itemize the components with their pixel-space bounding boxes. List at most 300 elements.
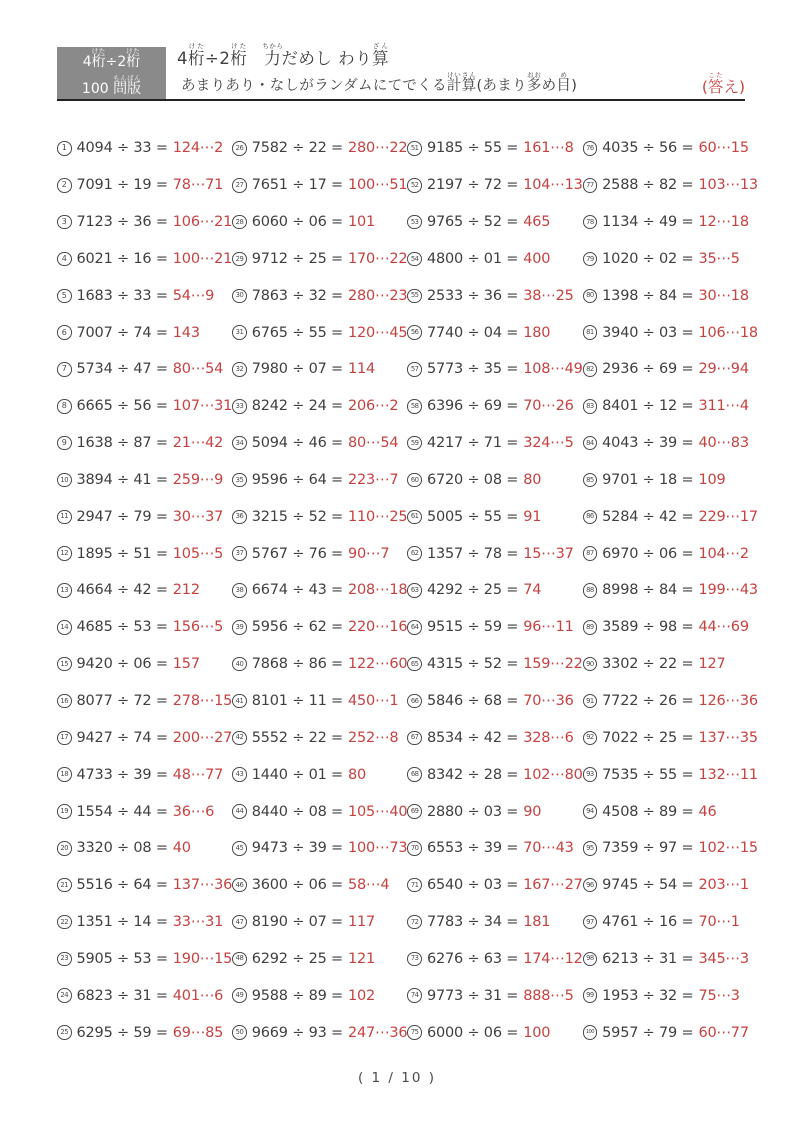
- problem-item: [232, 904, 407, 941]
- problem-expression: 8998 ÷ 84 =: [602, 582, 694, 599]
- problem-item: [407, 204, 582, 241]
- problem-answer: 167⋯27: [523, 877, 583, 894]
- problem-expression: 4733 ÷ 39 =: [76, 766, 168, 783]
- problem-answer: 80: [348, 766, 367, 783]
- problem-answer: 206⋯2: [348, 398, 399, 415]
- problem-number: 50: [232, 1025, 247, 1040]
- problem-expression: 6970 ÷ 06 =: [602, 545, 694, 562]
- problem-answer: 127: [698, 656, 726, 673]
- problem-expression: 9669 ÷ 93 =: [251, 1024, 343, 1041]
- problem-item: [407, 793, 582, 830]
- problem-answer: 100⋯73: [348, 840, 408, 857]
- problem-item: [583, 793, 758, 830]
- problem-expression: 7651 ÷ 17 =: [251, 177, 343, 194]
- problem-expression: 8342 ÷ 28 =: [426, 766, 519, 783]
- problem-item: [57, 425, 232, 462]
- problem-number: 63: [407, 583, 422, 598]
- problem-answer: 114: [348, 361, 376, 378]
- problem-item: [57, 793, 232, 830]
- problem-expression: 1398 ÷ 84 =: [602, 287, 694, 304]
- problem-expression: 6292 ÷ 25 =: [251, 950, 343, 967]
- problem-item: [407, 1014, 582, 1051]
- problem-number: 72: [407, 915, 422, 930]
- problem-number: 32: [232, 362, 247, 377]
- problem-number: 75: [407, 1025, 422, 1040]
- problem-expression: 6665 ÷ 56 =: [76, 398, 168, 415]
- problem-item: [232, 425, 407, 462]
- problem-answer: 159⋯22: [523, 656, 583, 673]
- problem-expression: 7740 ÷ 04 =: [426, 324, 519, 341]
- problem-expression: 8242 ÷ 24 =: [251, 398, 343, 415]
- problem-answer: 12⋯18: [698, 214, 749, 231]
- problem-number: 65: [407, 657, 422, 672]
- problem-expression: 8190 ÷ 07 =: [251, 914, 343, 931]
- problem-expression: 2588 ÷ 82 =: [602, 177, 694, 194]
- problem-expression: 4035 ÷ 56 =: [602, 140, 694, 157]
- problem-item: [583, 498, 758, 535]
- problem-number: 97: [583, 915, 598, 930]
- problem-item: [407, 425, 582, 462]
- problem-number: 57: [407, 362, 422, 377]
- problem-answer: 44⋯69: [698, 619, 749, 636]
- problem-expression: 6674 ÷ 43 =: [251, 582, 343, 599]
- problem-expression: 5846 ÷ 68 =: [426, 693, 519, 710]
- problem-expression: 2880 ÷ 03 =: [426, 803, 519, 820]
- problem-item: [583, 683, 758, 720]
- problem-item: [583, 646, 758, 683]
- problem-item: [583, 167, 758, 204]
- problem-item: [583, 351, 758, 388]
- problem-expression: 4292 ÷ 25 =: [426, 582, 519, 599]
- problem-answer: 30⋯18: [698, 287, 749, 304]
- problem-item: [407, 277, 582, 314]
- problem-item: [57, 940, 232, 977]
- problem-expression: 1638 ÷ 87 =: [76, 435, 168, 452]
- problem-answer: 102⋯15: [698, 840, 758, 857]
- problem-item: [57, 204, 232, 241]
- problem-expression: 5005 ÷ 55 =: [426, 508, 519, 525]
- problem-item: [407, 867, 582, 904]
- worksheet-subtitle: あまりあり・なしがランダムにてでくる計算けいさん(あまり多おおめ目め): [181, 71, 578, 94]
- problem-answer: 15⋯37: [523, 545, 574, 562]
- problem-number: 64: [407, 620, 422, 635]
- problem-item: [57, 609, 232, 646]
- problem-item: [407, 683, 582, 720]
- problem-answer: 252⋯8: [348, 729, 399, 746]
- problem-answer: 220⋯16: [348, 619, 408, 636]
- problem-item: [583, 572, 758, 609]
- problem-number: 37: [232, 546, 247, 561]
- problem-answer: 108⋯49: [523, 361, 583, 378]
- problem-expression: 7980 ÷ 07 =: [251, 361, 343, 378]
- problem-expression: 7535 ÷ 55 =: [602, 766, 694, 783]
- problem-expression: 4043 ÷ 39 =: [602, 435, 694, 452]
- problem-answer: 190⋯15: [172, 950, 233, 967]
- problem-item: [232, 388, 407, 425]
- problem-item: [407, 130, 582, 167]
- problem-expression: 6276 ÷ 63 =: [426, 950, 519, 967]
- problem-number: 66: [407, 694, 422, 709]
- problem-number: 19: [57, 804, 72, 819]
- problem-number: 61: [407, 510, 422, 525]
- problem-expression: 8077 ÷ 72 =: [76, 693, 168, 710]
- problem-item: [232, 535, 407, 572]
- problem-answer: 137⋯35: [698, 729, 758, 746]
- problem-number: 83: [583, 399, 598, 414]
- problem-number: 56: [407, 325, 422, 340]
- problem-expression: 3215 ÷ 52 =: [251, 508, 343, 525]
- problem-answer: 121: [348, 950, 376, 967]
- problem-expression: 6021 ÷ 16 =: [76, 250, 168, 267]
- problem-expression: 1440 ÷ 01 =: [251, 766, 343, 783]
- problem-item: [407, 167, 582, 204]
- problem-number: 16: [57, 694, 72, 709]
- problem-item: [57, 498, 232, 535]
- problem-answer: 70⋯36: [523, 693, 574, 710]
- problem-answer: 106⋯18: [698, 324, 758, 341]
- problem-expression: 5734 ÷ 47 =: [76, 361, 168, 378]
- title-box: [57, 47, 166, 100]
- problem-expression: 6213 ÷ 31 =: [602, 950, 694, 967]
- problem-item: [407, 646, 582, 683]
- problem-number: 55: [407, 289, 422, 304]
- problem-expression: 4094 ÷ 33 =: [76, 140, 168, 157]
- problem-item: [407, 977, 582, 1014]
- problem-expression: 8101 ÷ 11 =: [251, 693, 343, 710]
- problem-number: 9: [57, 436, 72, 451]
- problem-item: [407, 830, 582, 867]
- problem-answer: 100⋯51: [348, 177, 408, 194]
- problem-expression: 5957 ÷ 79 =: [602, 1024, 694, 1041]
- problem-item: [407, 314, 582, 351]
- problem-expression: 3940 ÷ 03 =: [602, 324, 694, 341]
- problem-number: 34: [232, 436, 247, 451]
- problem-answer: 229⋯17: [698, 508, 758, 525]
- problem-answer: 46: [698, 803, 717, 820]
- problem-item: [583, 904, 758, 941]
- problem-item: [407, 719, 582, 756]
- problem-item: [583, 830, 758, 867]
- title-box-line2: 100 問もん版ばん: [81, 73, 142, 97]
- problem-item: [57, 977, 232, 1014]
- problem-number: 39: [232, 620, 247, 635]
- problem-item: [57, 388, 232, 425]
- problem-item: [583, 977, 758, 1014]
- problem-number: 1: [57, 141, 72, 156]
- problem-item: [57, 572, 232, 609]
- problem-number: 95: [583, 841, 598, 856]
- problem-item: [232, 462, 407, 499]
- problem-number: 12: [57, 546, 72, 561]
- problem-answer: 40: [172, 840, 191, 857]
- problem-answer: 280⋯23: [348, 287, 408, 304]
- problem-expression: 6060 ÷ 06 =: [251, 214, 343, 231]
- problem-number: 90: [583, 657, 598, 672]
- problem-answer: 70⋯1: [698, 914, 740, 931]
- problem-number: 82: [583, 362, 598, 377]
- problem-number: 71: [407, 878, 422, 893]
- problem-item: [407, 904, 582, 941]
- problem-item: [583, 277, 758, 314]
- problem-number: 13: [57, 583, 72, 598]
- problem-item: [232, 277, 407, 314]
- problem-answer: 199⋯43: [698, 582, 758, 599]
- problem-number: 35: [232, 473, 247, 488]
- problem-item: [407, 241, 582, 278]
- problem-number: 69: [407, 804, 422, 819]
- problem-answer: 35⋯5: [698, 250, 740, 267]
- problem-expression: 1895 ÷ 51 =: [76, 545, 168, 562]
- problem-answer: 143: [172, 324, 200, 341]
- problem-answer: 324⋯5: [523, 435, 574, 452]
- problem-expression: 7783 ÷ 34 =: [426, 914, 519, 931]
- problem-item: [583, 425, 758, 462]
- problem-answer: 180: [523, 324, 551, 341]
- problem-item: [232, 130, 407, 167]
- problem-expression: 7582 ÷ 22 =: [251, 140, 343, 157]
- problem-answer: 90⋯7: [348, 545, 390, 562]
- problem-expression: 7091 ÷ 19 =: [76, 177, 168, 194]
- problem-answer: 100: [523, 1024, 551, 1041]
- problem-number: 51: [407, 141, 422, 156]
- problem-expression: 5094 ÷ 46 =: [251, 435, 343, 452]
- problem-expression: 2533 ÷ 36 =: [426, 287, 519, 304]
- problem-answer: 174⋯12: [523, 950, 583, 967]
- problem-item: [57, 719, 232, 756]
- problem-expression: 9765 ÷ 52 =: [426, 214, 519, 231]
- problem-number: 26: [232, 141, 247, 156]
- page-number: ( 1 / 10 ): [357, 1070, 436, 1086]
- problem-item: [407, 609, 582, 646]
- problem-number: 36: [232, 510, 247, 525]
- problem-number: 31: [232, 325, 247, 340]
- problem-item: [232, 683, 407, 720]
- problem-number: 86: [583, 510, 598, 525]
- problem-answer: 450⋯1: [348, 693, 399, 710]
- problem-number: 15: [57, 657, 72, 672]
- problem-answer: 60⋯15: [698, 140, 749, 157]
- problem-expression: 9588 ÷ 89 =: [251, 987, 343, 1004]
- problem-expression: 6823 ÷ 31 =: [76, 987, 168, 1004]
- problem-item: [583, 1014, 758, 1051]
- problem-answer: 105⋯5: [172, 545, 224, 562]
- problem-item: [57, 130, 232, 167]
- problem-item: [232, 1014, 407, 1051]
- problem-expression: 5552 ÷ 22 =: [251, 729, 343, 746]
- problem-number: 94: [583, 804, 598, 819]
- problem-number: 99: [583, 988, 598, 1003]
- problem-item: [232, 351, 407, 388]
- problem-item: [57, 277, 232, 314]
- problem-answer: 122⋯60: [348, 656, 408, 673]
- problem-answer: 170⋯22: [348, 250, 408, 267]
- problem-item: [407, 535, 582, 572]
- problem-number: 5: [57, 289, 72, 304]
- problem-answer: 181: [523, 914, 551, 931]
- problem-number: 62: [407, 546, 422, 561]
- problem-number: 23: [57, 952, 72, 967]
- problem-item: [583, 241, 758, 278]
- problem-answer: 38⋯25: [523, 287, 574, 304]
- problem-expression: 7868 ÷ 86 =: [251, 656, 343, 673]
- problem-expression: 7359 ÷ 97 =: [602, 840, 694, 857]
- problem-item: [57, 241, 232, 278]
- problem-expression: 6720 ÷ 08 =: [426, 471, 519, 488]
- problem-item: [583, 609, 758, 646]
- problem-item: [57, 904, 232, 941]
- problem-answer: 75⋯3: [698, 987, 740, 1004]
- problem-item: [232, 609, 407, 646]
- problem-expression: 6295 ÷ 59 =: [76, 1024, 168, 1041]
- problem-number: 40: [232, 657, 247, 672]
- problem-expression: 7007 ÷ 74 =: [76, 324, 168, 341]
- problem-expression: 7722 ÷ 26 =: [602, 693, 694, 710]
- problem-answer: 157: [172, 656, 200, 673]
- problem-item: [57, 351, 232, 388]
- problem-expression: 3302 ÷ 22 =: [602, 656, 694, 673]
- problem-number: 28: [232, 215, 247, 230]
- problem-expression: 3320 ÷ 08 =: [76, 840, 168, 857]
- problem-number: 88: [583, 583, 598, 598]
- problem-number: 47: [232, 915, 247, 930]
- problem-number: 59: [407, 436, 422, 451]
- problem-expression: 6396 ÷ 69 =: [426, 398, 519, 415]
- problem-number: 22: [57, 915, 72, 930]
- problem-item: [57, 756, 232, 793]
- problem-expression: 2197 ÷ 72 =: [426, 177, 519, 194]
- problem-answer: 124⋯2: [172, 140, 224, 157]
- problem-number: 8: [57, 399, 72, 414]
- problem-answer: 33⋯31: [172, 914, 224, 931]
- problem-expression: 1953 ÷ 32 =: [602, 987, 694, 1004]
- problem-item: [232, 940, 407, 977]
- problem-answer: 70⋯26: [523, 398, 574, 415]
- problem-answer: 103⋯13: [698, 177, 758, 194]
- worksheet-title: 4桁けた÷2桁けた 力ちからだめし わり算ざん: [177, 42, 390, 68]
- problem-item: [583, 756, 758, 793]
- problem-item: [57, 867, 232, 904]
- problem-number: 11: [57, 510, 72, 525]
- problem-item: [583, 940, 758, 977]
- problem-answer: 203⋯1: [698, 877, 749, 894]
- problem-number: 98: [583, 952, 598, 967]
- title-box-line1: 4桁けた÷2桁けた: [82, 47, 141, 71]
- problem-item: [232, 646, 407, 683]
- problem-item: [232, 867, 407, 904]
- problem-answer: 223⋯7: [348, 471, 399, 488]
- problem-expression: 5905 ÷ 53 =: [76, 950, 168, 967]
- problem-item: [57, 462, 232, 499]
- problem-answer: 280⋯22: [348, 140, 408, 157]
- problem-number: 70: [407, 841, 422, 856]
- problem-expression: 9473 ÷ 39 =: [251, 840, 343, 857]
- problem-expression: 1554 ÷ 44 =: [76, 803, 168, 820]
- problem-answer: 345⋯3: [698, 950, 749, 967]
- problem-answer: 212: [172, 582, 200, 599]
- problem-expression: 6000 ÷ 06 =: [426, 1024, 519, 1041]
- problem-expression: 7863 ÷ 32 =: [251, 287, 343, 304]
- problem-number: 2: [57, 178, 72, 193]
- problem-expression: 5516 ÷ 64 =: [76, 877, 168, 894]
- problem-expression: 2947 ÷ 79 =: [76, 508, 168, 525]
- problem-item: [232, 977, 407, 1014]
- problem-expression: 7022 ÷ 25 =: [602, 729, 694, 746]
- problem-number: 4: [57, 252, 72, 267]
- problem-expression: 1020 ÷ 02 =: [602, 250, 694, 267]
- problem-expression: 4217 ÷ 71 =: [426, 435, 519, 452]
- header-rule: [57, 99, 745, 101]
- problem-expression: 9745 ÷ 54 =: [602, 877, 694, 894]
- problem-number: 87: [583, 546, 598, 561]
- problem-number: 45: [232, 841, 247, 856]
- problem-answer: 54⋯9: [172, 287, 215, 304]
- problems-grid: [57, 130, 758, 1051]
- problem-item: [583, 314, 758, 351]
- problem-number: 74: [407, 988, 422, 1003]
- problem-answer: 100⋯21: [172, 250, 233, 267]
- problem-expression: 5773 ÷ 35 =: [426, 361, 519, 378]
- problem-expression: 9515 ÷ 59 =: [426, 619, 519, 636]
- problem-number: 89: [583, 620, 598, 635]
- problem-answer: 208⋯18: [348, 582, 408, 599]
- problem-number: 92: [583, 731, 598, 746]
- problem-answer: 888⋯5: [523, 987, 574, 1004]
- problem-item: [407, 351, 582, 388]
- answer-sheet-label: (答こたえ): [701, 71, 745, 96]
- problem-item: [232, 830, 407, 867]
- problem-item: [583, 462, 758, 499]
- problem-answer: 110⋯25: [348, 508, 408, 525]
- problem-number: 27: [232, 178, 247, 193]
- problem-item: [407, 498, 582, 535]
- problem-number: 29: [232, 252, 247, 267]
- problem-number: 42: [232, 731, 247, 746]
- problem-answer: 120⋯45: [348, 324, 408, 341]
- problem-expression: 7123 ÷ 36 =: [76, 214, 168, 231]
- problem-number: 78: [583, 215, 598, 230]
- problem-item: [57, 830, 232, 867]
- problem-number: 17: [57, 731, 72, 746]
- problem-answer: 247⋯36: [348, 1024, 408, 1041]
- problem-item: [232, 498, 407, 535]
- problem-expression: 1683 ÷ 33 =: [76, 287, 168, 304]
- problem-number: 18: [57, 767, 72, 782]
- problem-item: [232, 572, 407, 609]
- problem-expression: 4761 ÷ 16 =: [602, 914, 694, 931]
- problem-answer: 70⋯43: [523, 840, 574, 857]
- problem-expression: 9427 ÷ 74 =: [76, 729, 168, 746]
- problem-answer: 161⋯8: [523, 140, 574, 157]
- problem-expression: 2936 ÷ 69 =: [602, 361, 694, 378]
- problem-number: 67: [407, 731, 422, 746]
- problem-answer: 259⋯9: [172, 471, 224, 488]
- problem-number: 10: [57, 473, 72, 488]
- problem-expression: 6553 ÷ 39 =: [426, 840, 519, 857]
- problem-number: 33: [232, 399, 247, 414]
- problem-item: [583, 204, 758, 241]
- problem-answer: 156⋯5: [172, 619, 224, 636]
- problem-expression: 4508 ÷ 89 =: [602, 803, 694, 820]
- problem-answer: 58⋯4: [348, 877, 390, 894]
- problem-answer: 109: [698, 471, 726, 488]
- problem-answer: 106⋯21: [172, 214, 233, 231]
- problem-item: [583, 388, 758, 425]
- problem-answer: 30⋯37: [172, 508, 224, 525]
- problem-number: 7: [57, 362, 72, 377]
- problem-expression: 8440 ÷ 08 =: [251, 803, 343, 820]
- problem-number: 41: [232, 694, 247, 709]
- problem-item: [232, 756, 407, 793]
